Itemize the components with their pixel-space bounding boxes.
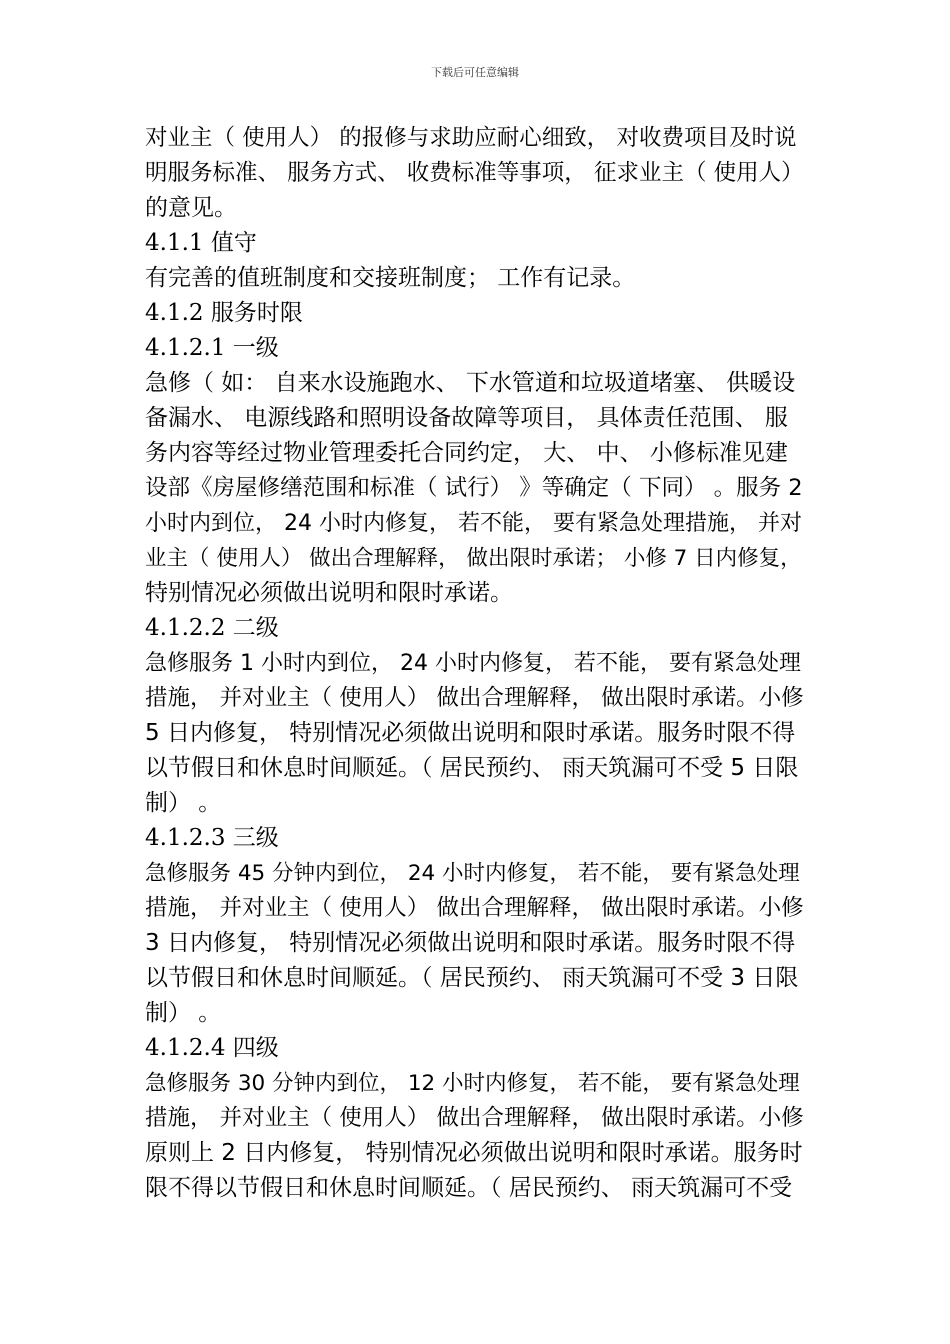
page-header-note: 下载后可任意编辑 <box>431 66 519 79</box>
paragraph-line: 有完善的值班制度和交接班制度； 工作有记录。 <box>145 265 636 291</box>
paragraph-line: 制） 。 <box>145 1000 222 1026</box>
section-heading: 4.1.2.1 一级 <box>145 335 279 361</box>
paragraph-line: 措施， 并对业主（ 使用人） 做出合理解释， 做出限时承诺。小修 <box>145 685 804 711</box>
paragraph-line: 以节假日和休息时间顺延。（ 居民预约、 雨天筑漏可不受 5 日限 <box>145 755 799 781</box>
section-heading: 4.1.2.4 四级 <box>145 1035 279 1061</box>
paragraph-line: 限不得以节假日和休息时间顺延。（ 居民预约、 雨天筑漏可不受 <box>145 1175 793 1201</box>
paragraph-line: 的意见。 <box>145 195 237 221</box>
document-body <box>145 121 810 1206</box>
section-heading: 4.1.2 服务时限 <box>145 300 303 326</box>
section-heading: 4.1.1 值守 <box>145 230 257 256</box>
paragraph-line: 制） 。 <box>145 790 222 816</box>
paragraph-line: 以节假日和休息时间顺延。（ 居民预约、 雨天筑漏可不受 3 日限 <box>145 965 799 991</box>
paragraph-line: 原则上 2 日内修复， 特别情况必须做出说明和限时承诺。服务时 <box>145 1140 803 1166</box>
paragraph-line: 急修服务 1 小时内到位， 24 小时内修复， 若不能， 要有紧急处理 <box>145 651 801 676</box>
paragraph-line: 急修服务 30 分钟内到位， 12 小时内修复， 若不能， 要有紧急处理 <box>145 1071 800 1096</box>
paragraph-line: 急修（ 如： 自来水设施跑水、 下水管道和垃圾道堵塞、 供暖设 <box>145 370 796 396</box>
paragraph-line: 急修服务 45 分钟内到位， 24 小时内修复， 若不能， 要有紧急处理 <box>145 861 800 886</box>
paragraph-line: 备漏水、 电源线路和照明设备故障等项目， 具体责任范围、 服 <box>145 405 788 431</box>
paragraph-line: 务内容等经过物业管理委托合同约定， 大、 中、 小修标准见建 <box>145 440 788 466</box>
paragraph-line: 3 日内修复， 特别情况必须做出说明和限时承诺。服务时限不得 <box>145 930 796 956</box>
paragraph-line: 小时内到位， 24 小时内修复， 若不能， 要有紧急处理措施， 并对 <box>145 511 802 536</box>
paragraph-line: 设部《房屋修缮范围和标准（ 试行） 》等确定（ 下同） 。服务 2 <box>145 475 803 501</box>
paragraph-line: 明服务标准、 服务方式、 收费标准等事项， 征求业主（ 使用人） <box>145 160 804 186</box>
paragraph-line: 对业主（ 使用人） 的报修与求助应耐心细致， 对收费项目及时说 <box>145 125 797 151</box>
paragraph-line: 措施， 并对业主（ 使用人） 做出合理解释， 做出限时承诺。小修 <box>145 1105 804 1131</box>
paragraph-line: 5 日内修复， 特别情况必须做出说明和限时承诺。服务时限不得 <box>145 720 796 746</box>
paragraph-line: 措施， 并对业主（ 使用人） 做出合理解释， 做出限时承诺。小修 <box>145 895 804 921</box>
paragraph-line: 业主（ 使用人） 做出合理解释， 做出限时承诺； 小修 7 日内修复， <box>145 546 802 571</box>
section-heading: 4.1.2.2 二级 <box>145 615 279 641</box>
section-heading: 4.1.2.3 三级 <box>145 825 279 851</box>
paragraph-line: 特别情况必须做出说明和限时承诺。 <box>145 580 513 606</box>
